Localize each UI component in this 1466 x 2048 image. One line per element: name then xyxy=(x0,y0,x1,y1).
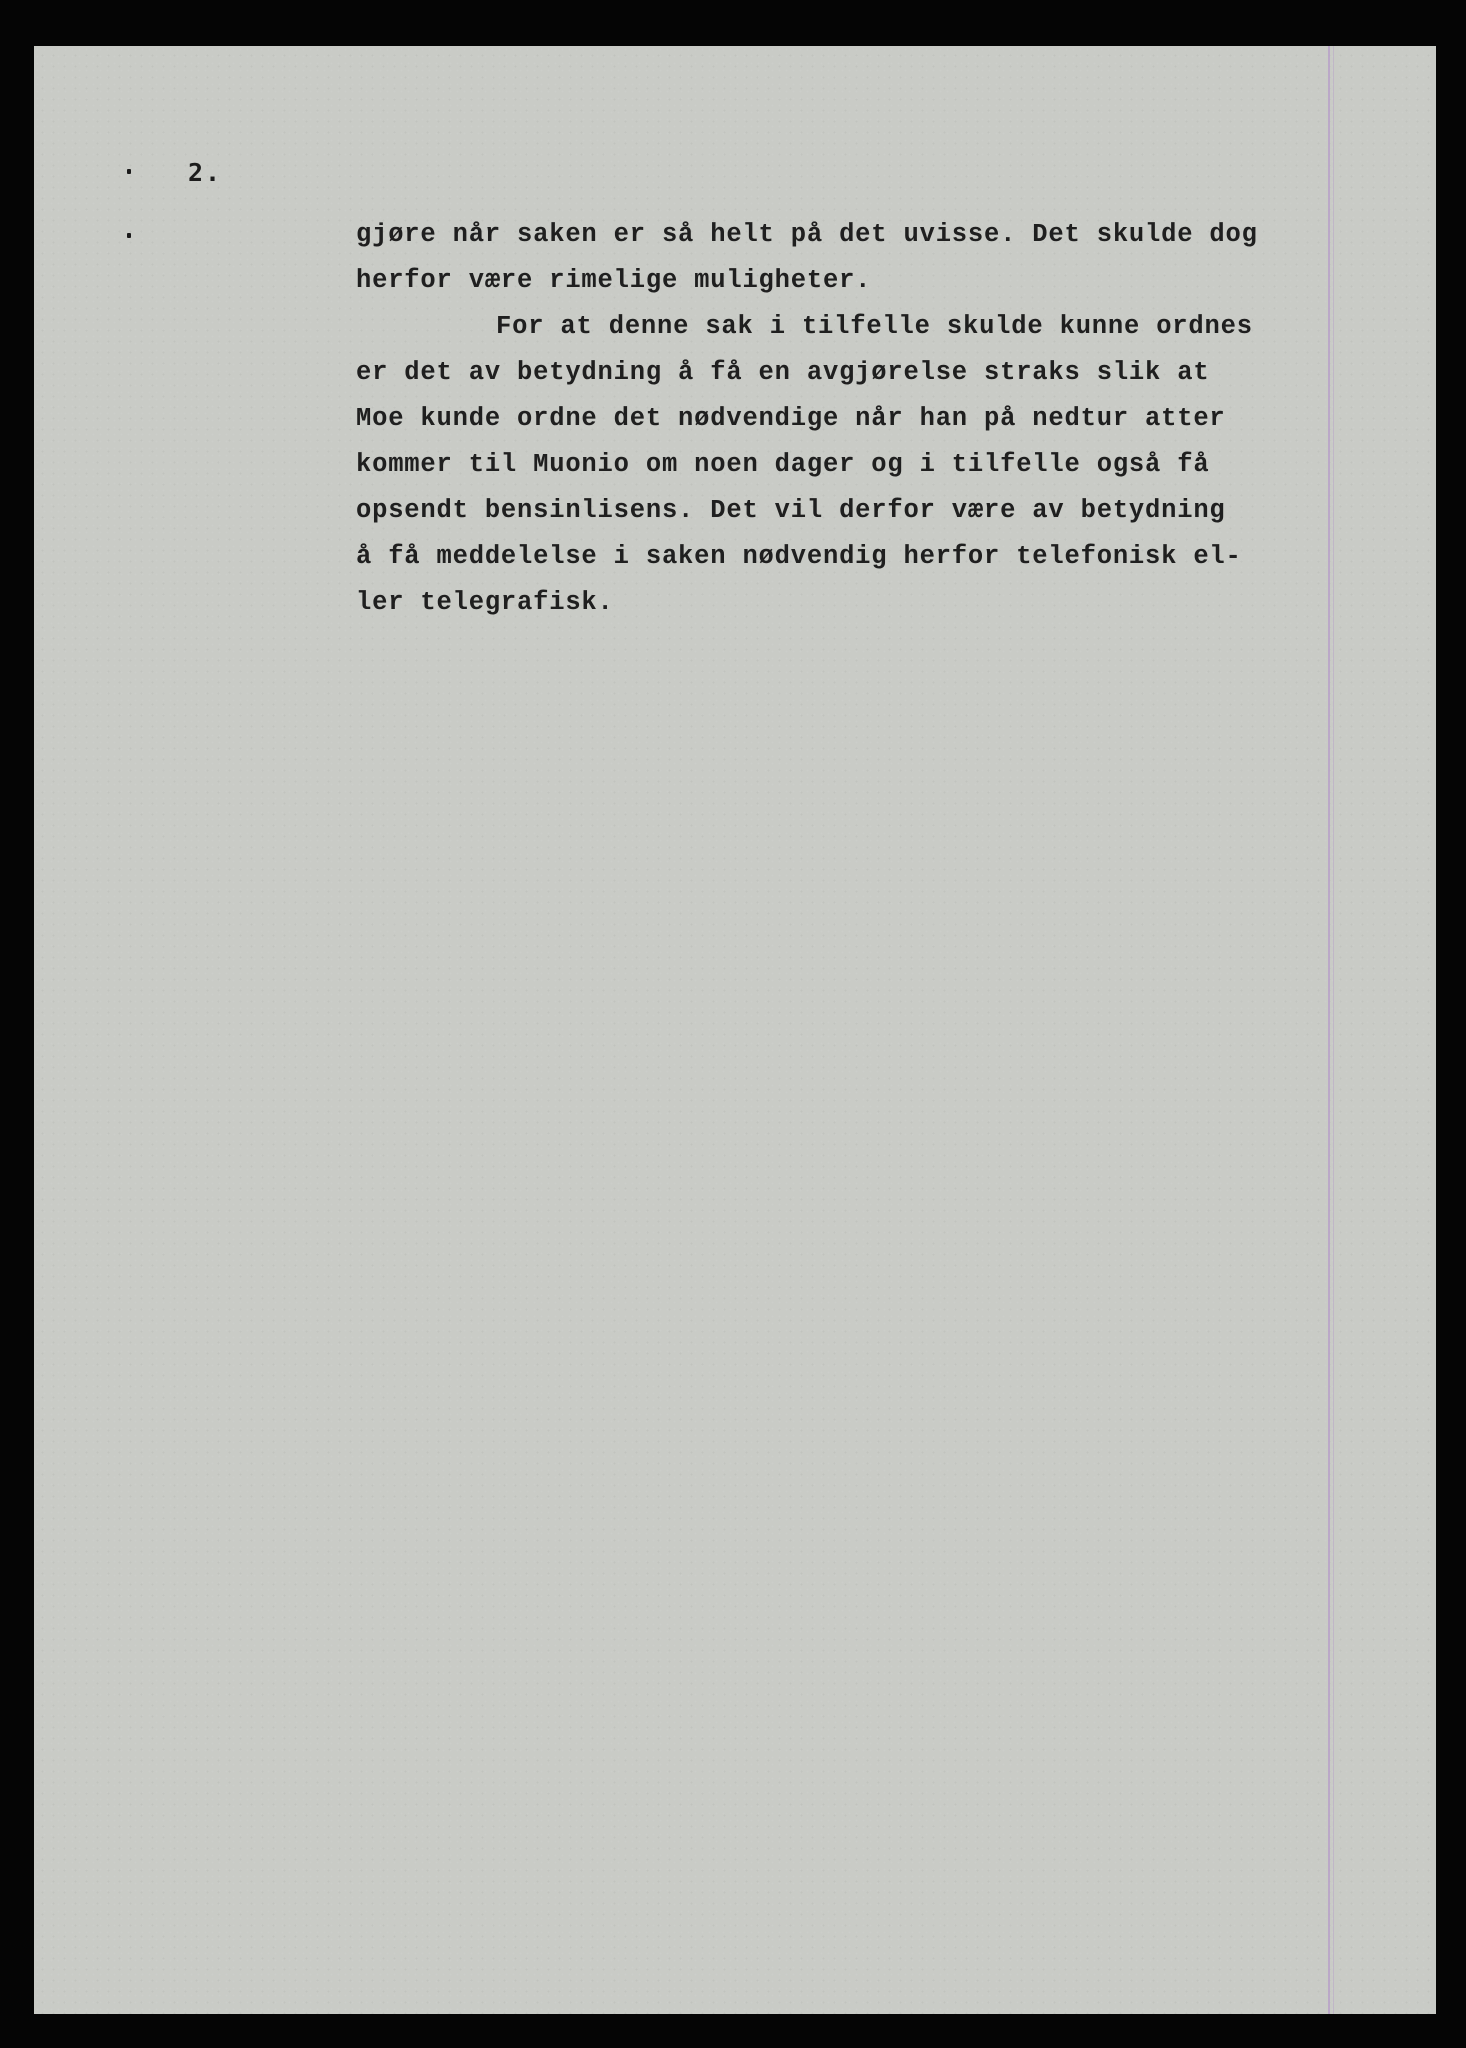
text-line: Moe kunde ordne det nødvendige når han på nedtur atter xyxy=(356,404,1226,433)
letter-body xyxy=(356,212,1306,626)
page-number: 2. xyxy=(188,158,223,187)
text-line: For at denne sak i tilfelle skulde kunne ordnes xyxy=(496,312,1253,341)
text-line: kommer til Muonio om noen dager og i tilfelle også få xyxy=(356,450,1210,479)
punch-marks xyxy=(126,166,138,256)
punch-mark xyxy=(127,169,131,174)
text-line: opsendt bensinlisens. Det vil derfor være av betydning xyxy=(356,496,1226,525)
margin-rule xyxy=(1328,46,1330,2014)
margin-rule-secondary xyxy=(1333,46,1334,2014)
text-line: å få meddelelse i saken nødvendig herfor telefonisk el- xyxy=(356,542,1242,571)
text-line: herfor være rimelige muligheter. xyxy=(356,266,872,295)
typewritten-page xyxy=(34,46,1436,2014)
text-line: gjøre når saken er så helt på det uvisse. Det skulde dog xyxy=(356,220,1258,249)
punch-mark xyxy=(127,233,131,238)
text-line: er det av betydning å få en avgjørelse straks slik at xyxy=(356,358,1210,387)
text-line: ler telegrafisk. xyxy=(356,588,614,617)
